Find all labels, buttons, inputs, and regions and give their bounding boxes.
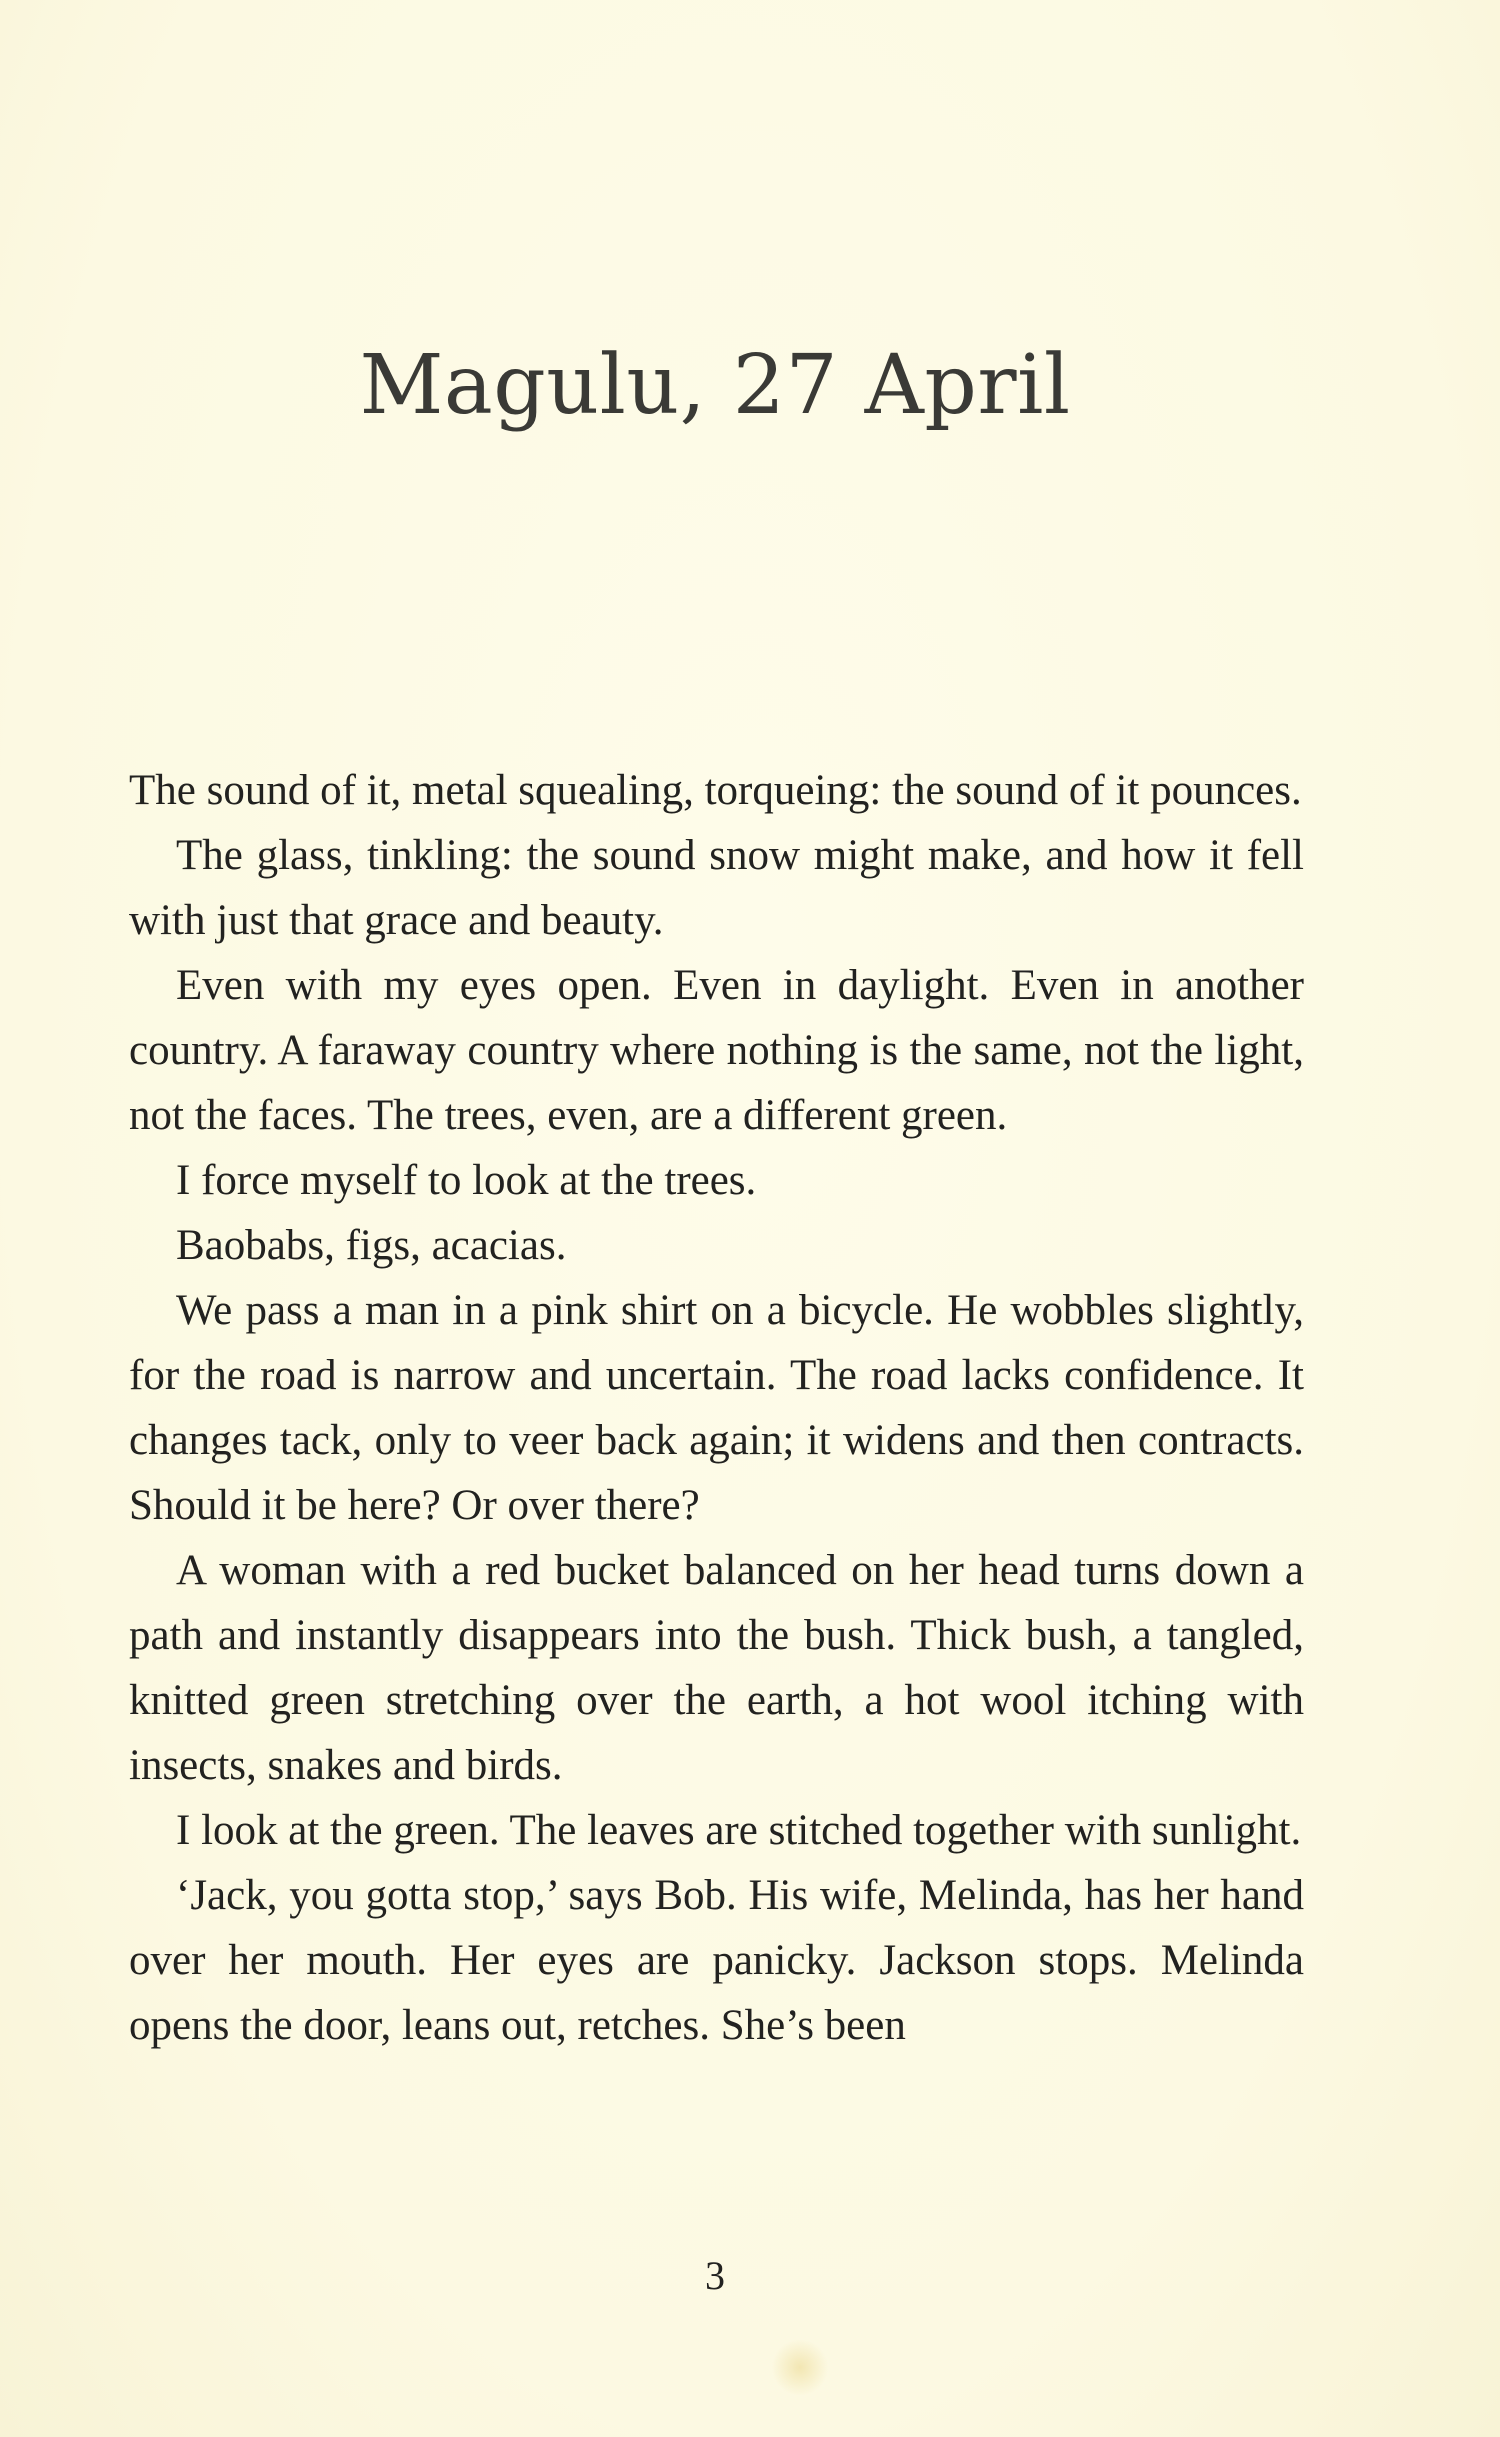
paragraph: ‘Jack, you gotta stop,’ says Bob. His wife, Melinda, has her hand over her mouth. Her eyes are panicky. Jackson stops. Melinda opens the door, leans out, retches. She’s been — [129, 1872, 1304, 2049]
body-text — [129, 758, 1304, 2058]
paragraph: The sound of it, metal squealing, torqueing: the sound of it pounces. — [129, 767, 1302, 814]
paragraph: I force myself to look at the trees. — [176, 1157, 757, 1204]
paragraph: Even with my eyes open. Even in daylight. Even in another country. A faraway country where nothing is the same, not the light, not the faces. The trees, even, are a different green. — [129, 962, 1304, 1139]
paragraph: Baobabs, figs, acacias. — [176, 1222, 567, 1269]
page-number: 3 — [705, 2253, 725, 2298]
paragraph: I look at the green. The leaves are stitched together with sunlight. — [176, 1807, 1302, 1854]
paragraph: We pass a man in a pink shirt on a bicycle. He wobbles slightly, for the road is narrow and uncertain. The road lacks confidence. It changes tack, only to veer back again; it widens and then contracts. Should it be here? Or over there? — [129, 1287, 1304, 1529]
paragraph: The glass, tinkling: the sound snow might make, and how it fell with just that grace and beauty. — [129, 832, 1304, 944]
paper-stain — [770, 2340, 830, 2395]
chapter-title: Magulu, 27 April — [359, 338, 1071, 433]
paragraph: A woman with a red bucket balanced on her head turns down a path and instantly disappears into the bush. Thick bush, a tangled, knitted green stretching over the earth, a hot wool itching with insects, snakes and birds. — [129, 1547, 1304, 1789]
